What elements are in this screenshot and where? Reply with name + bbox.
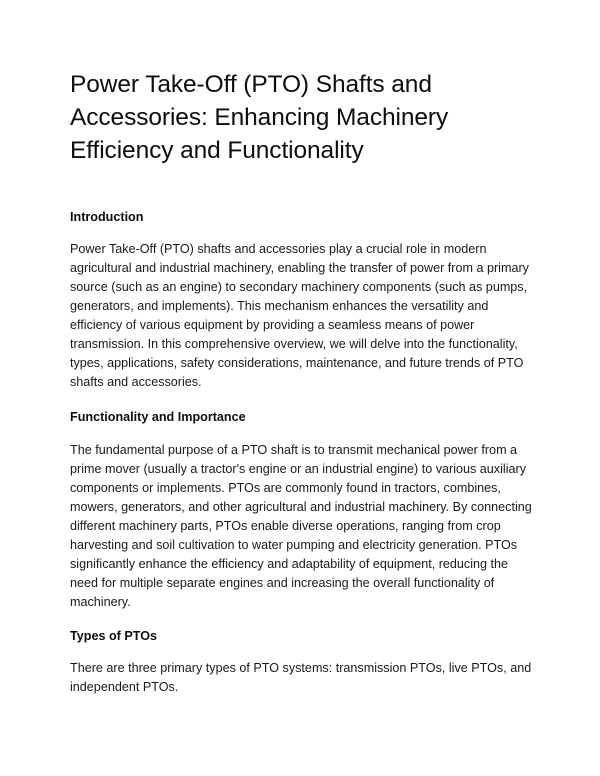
section-paragraph-introduction (70, 240, 534, 392)
paragraph-text: Power Take-Off (PTO) shafts and accessories play a crucial role in modern agricultural and industrial machinery, enabling the transfer of power from a primary source (such as an engine) to secondary machinery components (such as pumps, generators, and implements). This mechanism enhances the versatility and efficiency of various equipment by providing a seamless means of power transmission. In this comprehensive overview, we will delve into the functionality, types, applications, safety considerations, maintenance, and future trends of PTO shafts and accessories. (70, 242, 529, 389)
section-paragraph-types (70, 659, 534, 697)
section-heading-functionality (70, 409, 534, 425)
section-heading-introduction (70, 209, 534, 225)
heading-text: Functionality and Importance (70, 410, 246, 424)
document-title: Power Take-Off (PTO) Shafts and Accessories: Enhancing Machinery Efficiency and Functionality (70, 71, 449, 164)
section-paragraph-functionality (70, 441, 534, 612)
paragraph-text: The fundamental purpose of a PTO shaft is to transmit mechanical power from a prime mover (usually a tractor's engine or an industrial engine) to various auxiliary components or implements. PTOs are commonly found in tractors, combines, mowers, generators, and other agricultural and industrial machinery. By connecting different machinery parts, PTOs enable diverse operations, ranging from crop harvesting and soil cultivation to water pumping and electricity generation. PTOs significantly enhance the efficiency and adaptability of equipment, reducing the need for multiple separate engines and increasing the overall functionality of machinery. (70, 443, 532, 609)
paragraph-text: There are three primary types of PTO systems: transmission PTOs, live PTOs, and independent PTOs. (70, 661, 532, 694)
heading-text: Introduction (70, 210, 144, 224)
section-heading-types (70, 628, 534, 644)
heading-text: Types of PTOs (70, 629, 158, 643)
